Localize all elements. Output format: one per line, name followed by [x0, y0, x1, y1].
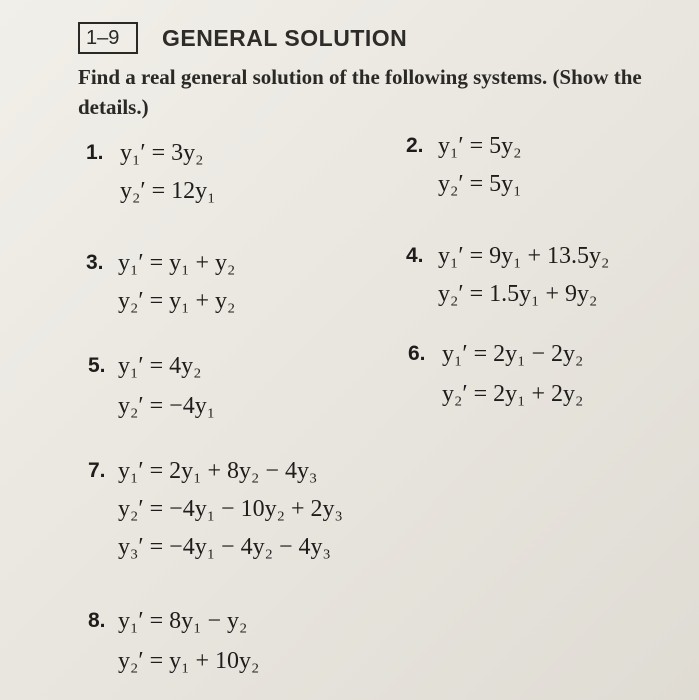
equation-2: y₂′ = −4y₁ [118, 393, 216, 419]
equation-2: y₂′ = −4y₁ − 10y₂ + 2y₃ [118, 496, 343, 522]
equation-1: y₁′ = 9y₁ + 13.5y₂ [438, 243, 610, 269]
instructions-text: Find a real general solution of the following systems. (Show the details.) [78, 65, 642, 119]
equation-1: y₁′ = 3y₂ [120, 140, 204, 166]
equation-2: y₂′ = 1.5y₁ + 9y₂ [438, 281, 598, 307]
equation-2: y₂′ = 12y₁ [120, 178, 216, 204]
equation-2: y₂′ = y₁ + 10y₂ [118, 648, 260, 674]
equation-2: y₂′ = 2y₁ + 2y₂ [442, 381, 584, 407]
section-header [78, 22, 678, 56]
problem-3 [86, 247, 366, 317]
problem-8 [88, 605, 388, 677]
problem-number: 7. [88, 459, 106, 482]
problem-number: 1. [86, 141, 104, 164]
problem-number: 2. [406, 134, 424, 157]
problem-7 [88, 455, 488, 565]
problem-5 [88, 350, 348, 420]
problem-number: 8. [88, 609, 106, 632]
equation-1: y₁′ = 8y₁ − y₂ [118, 608, 248, 634]
equation-1: y₁′ = 2y₁ + 8y₂ − 4y₃ [118, 458, 318, 484]
equation-1: y₁′ = 4y₂ [118, 353, 202, 379]
section-title: GENERAL SOLUTION [162, 25, 408, 51]
problem-number: 5. [88, 354, 106, 377]
equation-3: y₃′ = −4y₁ − 4y₂ − 4y₃ [118, 534, 331, 560]
equation-1: y₁′ = y₁ + y₂ [118, 250, 236, 276]
problem-number: 3. [86, 251, 104, 274]
equation-1: y₁′ = 5y₂ [438, 133, 522, 159]
problem-number: 6. [408, 342, 426, 365]
problem-number: 4. [406, 244, 424, 267]
equation-2: y₂′ = 5y₁ [438, 171, 522, 197]
problem-6 [408, 338, 678, 410]
problem-1 [86, 137, 366, 207]
equation-1: y₁′ = 2y₁ − 2y₂ [442, 341, 584, 367]
problem-2 [406, 130, 676, 200]
problem-range-box: 1–9 [78, 22, 138, 54]
problem-4 [406, 240, 686, 310]
equation-2: y₂′ = y₁ + y₂ [118, 288, 236, 314]
